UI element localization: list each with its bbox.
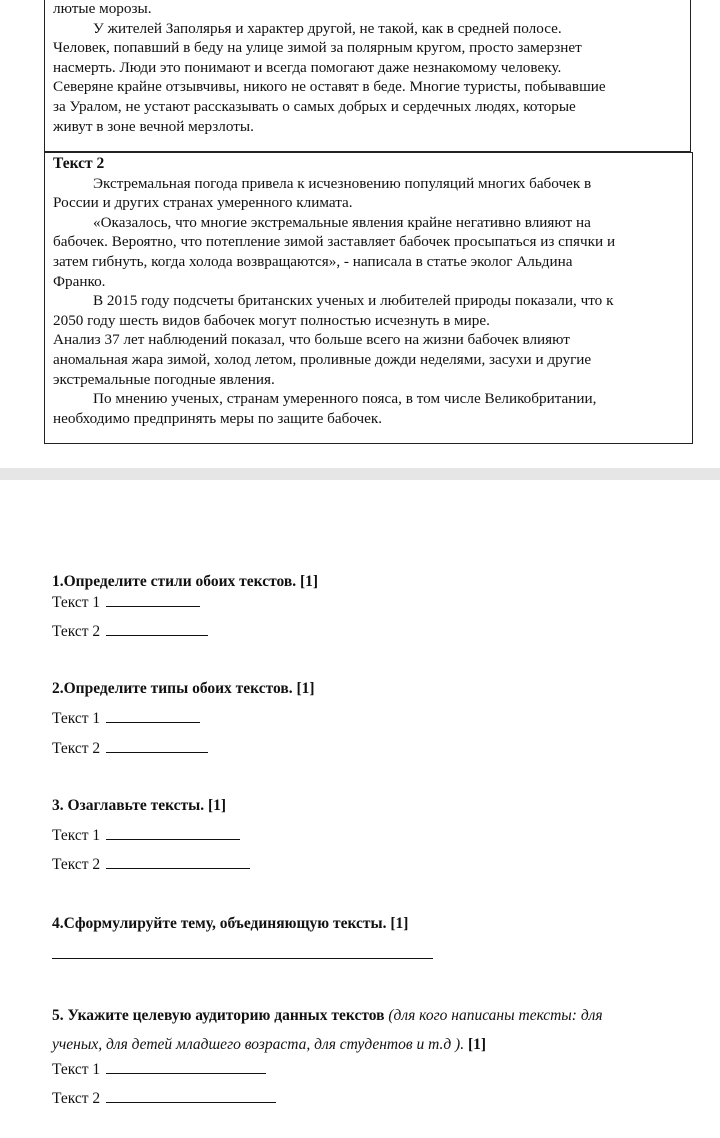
question-3-answer-1 (52, 826, 240, 845)
text1-line: Северяне крайне отзывчивы, никого не оставят в беде. Многие туристы, побывавшие (53, 78, 606, 96)
question-5-heading-block (52, 1001, 692, 1059)
answer-label: Текст 1 (52, 827, 101, 844)
text1-line: лютые морозы. (53, 0, 152, 17)
question-5-hint-2: ученых, для детей младшего возраста, для студентов и т.д ). (52, 1036, 465, 1053)
text2-line: В 2015 году подсчеты британских ученых и любителей природы показали, что к (93, 292, 614, 310)
text2-line: бабочек. Вероятно, что потепление зимой заставляет бабочек просыпаться из спячки и (53, 233, 616, 251)
question-1-heading: 1.Определите стили обоих текстов. [1] (52, 573, 319, 590)
question-3-heading: 3. Озаглавьте тексты. [1] (52, 797, 227, 814)
question-5-answer-2 (52, 1089, 276, 1108)
text2-box (44, 152, 693, 444)
document-page-questions (0, 480, 720, 1138)
question-5-answer-1 (52, 1060, 266, 1079)
question-5-heading: 5. Укажите целевую аудиторию данных текстов (52, 1007, 385, 1024)
text2-line: 2050 году шесть видов бабочек могут полностью исчезнуть в мире. (53, 311, 490, 329)
question-1-answer-1 (52, 593, 200, 612)
answer-blank[interactable] (106, 622, 208, 636)
text2-line: России и других странах умеренного климата. (53, 194, 353, 212)
text2-line: «Оказалось, что многие экстремальные явления крайне негативно влияют на (93, 213, 591, 231)
text2-line: экстремальные погодные явления. (53, 370, 275, 388)
question-5-hint-1: (для кого написаны тексты: для (388, 1007, 603, 1024)
question-5-mark: [1] (467, 1036, 487, 1053)
document-page-top (0, 0, 720, 468)
question-4-answer-blank[interactable] (52, 958, 433, 959)
text2-title: Текст 2 (53, 155, 105, 172)
answer-label: Текст 2 (52, 623, 101, 640)
answer-label: Текст 1 (52, 1061, 101, 1078)
text1-line: Человек, попавший в беду на улице зимой за полярным кругом, просто замерзнет (53, 39, 582, 57)
question-3-answer-2 (52, 855, 250, 874)
text1-line: У жителей Заполярья и характер другой, не такой, как в средней полосе. (93, 19, 562, 37)
answer-label: Текст 2 (52, 856, 101, 873)
text1-line: за Уралом, не устают рассказывать о самых добрых и сердечных людях, которые (53, 97, 576, 115)
text2-line: Франко. (53, 272, 106, 290)
text2-line: Экстремальная погода привела к исчезновению популяций многих бабочек в (93, 174, 592, 192)
question-2-answer-2 (52, 739, 208, 758)
answer-label: Текст 2 (52, 740, 101, 757)
answer-label: Текст 2 (52, 1090, 101, 1107)
text2-line: необходимо предпринять меры по защите бабочек. (53, 409, 383, 427)
question-4-heading: 4.Сформулируйте тему, объединяющую тексты. [1] (52, 915, 409, 932)
question-2-answer-1 (52, 709, 200, 728)
question-1-answer-2 (52, 622, 208, 641)
text1-line: насмерть. Люди это понимают и всегда помогают даже незнакомому человеку. (53, 58, 562, 76)
text2-line: аномальная жара зимой, холод летом, проливные дожди неделями, засухи и другие (53, 350, 592, 368)
answer-blank[interactable] (106, 1089, 276, 1103)
answer-label: Текст 1 (52, 710, 101, 727)
answer-blank[interactable] (106, 826, 240, 840)
answer-blank[interactable] (106, 593, 200, 607)
text2-line: По мнению ученых, странам умеренного пояса, в том числе Великобритании, (93, 390, 597, 408)
answer-blank[interactable] (106, 1060, 266, 1074)
text1-line: живут в зоне вечной мерзлоты. (53, 117, 254, 135)
answer-label: Текст 1 (52, 594, 101, 611)
answer-blank[interactable] (106, 739, 208, 753)
question-2-heading: 2.Определите типы обоих текстов. [1] (52, 680, 315, 697)
answer-blank[interactable] (106, 709, 200, 723)
text1-box (44, 0, 691, 152)
text2-line: затем гибнуть, когда холода возвращаются», - написала в статье эколог Альдина (53, 252, 573, 270)
page-separator (0, 468, 720, 480)
text2-line: Анализ 37 лет наблюдений показал, что больше всего на жизни бабочек влияют (53, 331, 570, 349)
answer-blank[interactable] (106, 855, 250, 869)
